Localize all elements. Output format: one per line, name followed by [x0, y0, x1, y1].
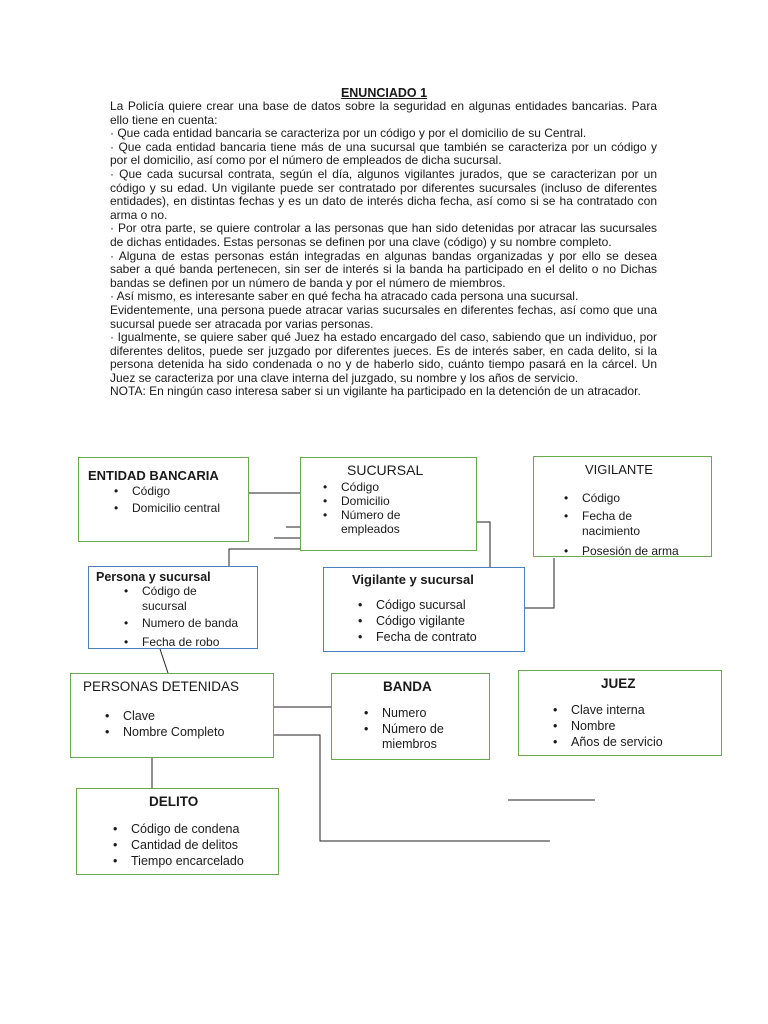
attribute: • Clave: [103, 708, 273, 724]
paragraph: Evidentemente, una persona puede atracar varias sucursales en diferentes fechas, así como que una sucursal puede ser atracada por varias personas.: [110, 302, 657, 331]
attribute: • Código: [562, 491, 707, 507]
attribute: • Fecha de nacimiento: [562, 509, 662, 540]
attribute: • Código de sucursal: [122, 584, 212, 614]
connector: [525, 558, 554, 608]
attribute-list: [356, 597, 524, 645]
attribute: • Código: [112, 483, 248, 500]
entity-delito: [76, 788, 279, 875]
paragraph: · Igualmente, se quiere saber qué Juez ha estado encargado del caso, sabiendo que un individuo, por diferentes delitos, puede ser juzgado por diferentes jueces. Es de interés saber, en cada delito, si la persona detenida ha sido condenada o no y de haberlo sido, cuánto tiempo pasará en la cárcel. Un Juez se caracteriza por una clave interna del juzgado, su nombre y los años de servicio.: [110, 330, 657, 385]
attribute: • Fecha de robo: [122, 635, 252, 649]
attribute-list: [111, 821, 278, 869]
entity-vigilante: [533, 456, 712, 557]
relation-persona-sucursal: [88, 566, 258, 649]
paragraph: NOTA: En ningún caso interesa saber si un vigilante ha participado en la detención de un atracador.: [110, 384, 641, 399]
entity-sucursal: [300, 457, 477, 551]
attribute: • Fecha de contrato: [356, 629, 524, 645]
attribute: • Años de servicio: [551, 734, 721, 750]
box-title: Persona y sucursal: [96, 570, 211, 584]
paragraph: · Alguna de estas personas están integradas en algunas bandas organizadas y por ello se desea saber a qué banda pertenecen, sin ser de interés si la banda ha participado en el delito o no Dichas bandas se definen por un número de banda y por el número de miembros.: [110, 248, 657, 290]
box-title: Vigilante y sucursal: [352, 572, 474, 587]
connector: [160, 649, 168, 673]
attribute: • Nombre: [551, 718, 721, 734]
attribute-list: [321, 480, 453, 536]
box-title: PERSONAS DETENIDAS: [83, 679, 240, 694]
attribute-list: [112, 483, 248, 517]
attribute: • Numero: [362, 706, 472, 722]
attribute-list: [122, 584, 252, 649]
attribute-list: [103, 708, 273, 740]
attribute: • Código sucursal: [356, 597, 524, 613]
attribute-list: [562, 491, 707, 559]
box-title: VIGILANTE: [585, 462, 653, 477]
attribute: • Domicilio central: [112, 500, 248, 517]
attribute: • Cantidad de delitos: [111, 837, 278, 853]
connector: [229, 549, 300, 566]
entity-juez: [518, 670, 722, 756]
attribute: • Número de miembros: [362, 722, 472, 753]
entity-entidad-bancaria: [78, 457, 249, 542]
box-title: DELITO: [149, 794, 199, 809]
box-title: BANDA: [383, 679, 432, 694]
attribute: • Posesión de arma: [562, 544, 707, 560]
attribute: • Código vigilante: [356, 613, 524, 629]
attribute: • Clave interna: [551, 702, 721, 718]
paragraph: · Que cada entidad bancaria se caracteriza por un código y por el domicilio de su Central.: [110, 126, 587, 141]
box-title: JUEZ: [601, 676, 636, 691]
attribute: • Código: [321, 480, 453, 494]
paragraph: La Policía quiere crear una base de datos sobre la seguridad en algunas entidades bancarias. Para ello tiene en cuenta:: [110, 99, 657, 127]
paragraph: · Que cada entidad bancaria tiene más de una sucursal que también se caracteriza por un código y por el domicilio, así como por el número de empleados de dicha sucursal.: [110, 139, 657, 168]
attribute: • Nombre Completo: [103, 724, 273, 740]
attribute: • Domicilio: [321, 494, 453, 508]
entity-banda: [331, 673, 490, 760]
attribute: • Número de empleados: [321, 508, 453, 536]
box-title: SUCURSAL: [347, 462, 424, 478]
attribute-list: [551, 702, 721, 750]
paragraph: · Así mismo, es interesante saber en qué fecha ha atracado cada persona una sucursal.: [110, 289, 579, 304]
paragraph: · Que cada sucursal contrata, según el día, algunos vigilantes jurados, que se caracterizan por un código y su edad. Un vigilante puede ser contratado por diferentes sucursales (incluso de diferentes entidades), en distintas fechas y es un dato de interés dicha fecha, así como si se ha contratado con arma o no.: [110, 166, 657, 222]
attribute: • Tiempo encarcelado: [111, 853, 278, 869]
connector: [477, 522, 490, 568]
attribute: • Código de condena: [111, 821, 278, 837]
attribute: • Numero de banda: [122, 616, 252, 631]
box-title: ENTIDAD BANCARIA: [88, 468, 219, 483]
attribute-list: [362, 706, 472, 753]
relation-vigilante-sucursal: [323, 567, 525, 652]
document-title: ENUNCIADO 1: [340, 86, 428, 100]
entity-personas-detenidas: [70, 673, 274, 758]
paragraph: · Por otra parte, se quiere controlar a las personas que han sido detenidas por atracar las sucursales de dichas entidades. Estas personas se definen por una clave (código) y su nombre completo.: [110, 221, 657, 249]
